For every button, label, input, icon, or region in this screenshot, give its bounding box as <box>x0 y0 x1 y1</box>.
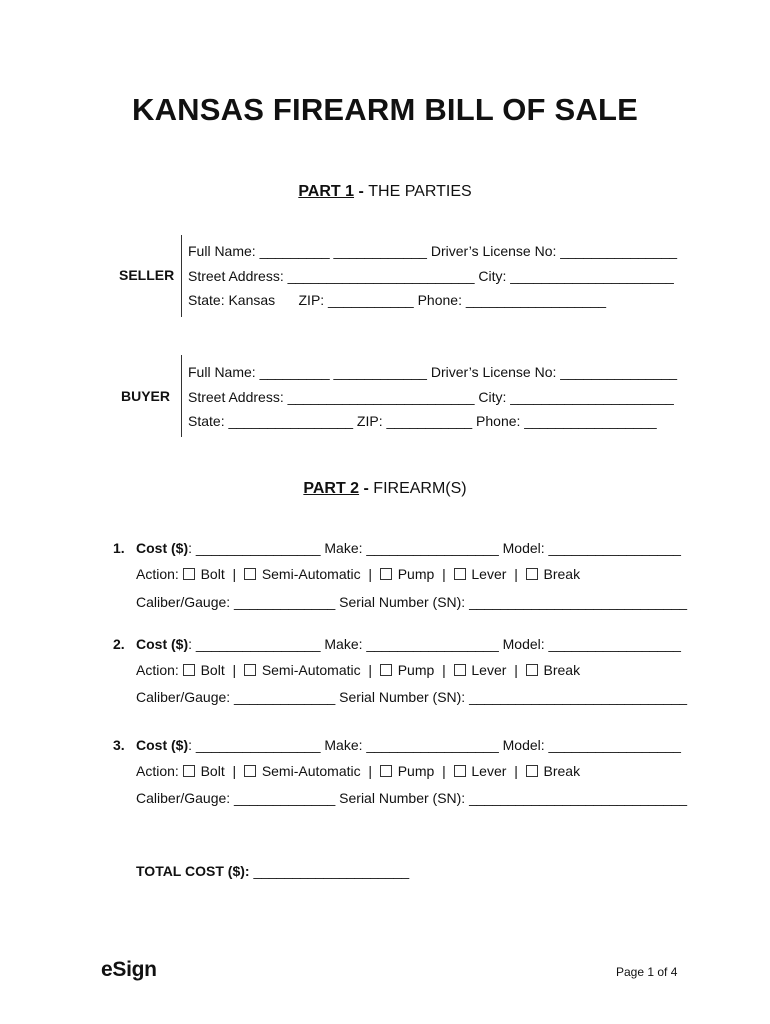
action-option: Break <box>543 662 581 678</box>
part-2-label: PART 2 <box>303 480 360 497</box>
part-2-separator: - <box>359 480 374 497</box>
seller-state-line[interactable]: State: Kansas ZIP: ___________ Phone: __________________ <box>188 292 607 308</box>
firearm-action-line: Action: Bolt | Semi-Automatic | Pump | Lever | Break <box>136 566 581 582</box>
firearm-cost-line[interactable] <box>136 636 681 652</box>
action-option: Pump <box>397 662 435 678</box>
checkbox-icon[interactable] <box>380 568 392 580</box>
firearm-number: 3. <box>113 737 125 753</box>
checkbox-icon[interactable] <box>183 765 195 777</box>
checkbox-icon[interactable] <box>380 765 392 777</box>
action-option: Pump <box>397 763 435 779</box>
action-option: Bolt <box>200 662 225 678</box>
action-option: Bolt <box>200 566 225 582</box>
action-option: Lever <box>471 662 507 678</box>
firearm-cost-line[interactable] <box>136 737 681 753</box>
firearm-number: 2. <box>113 636 125 652</box>
seller-address-line[interactable]: Street Address: ________________________ City: _____________________ <box>188 268 674 284</box>
seller-label: SELLER <box>119 267 175 283</box>
checkbox-icon[interactable] <box>244 664 256 676</box>
checkbox-icon[interactable] <box>526 568 538 580</box>
checkbox-icon[interactable] <box>183 568 195 580</box>
buyer-label: BUYER <box>121 388 171 404</box>
buyer-state-line[interactable]: State: ________________ ZIP: ___________ Phone: _________________ <box>188 413 657 429</box>
action-option: Pump <box>397 566 435 582</box>
action-option: Break <box>543 763 581 779</box>
checkbox-icon[interactable] <box>183 664 195 676</box>
part-1-label: PART 1 <box>298 183 355 200</box>
cost-label: Cost ($) <box>136 737 189 753</box>
part-2-text: FIREARM(S) <box>373 480 467 497</box>
action-option: Bolt <box>200 763 225 779</box>
action-option: Lever <box>471 763 507 779</box>
total-cost-line[interactable] <box>136 863 409 879</box>
checkbox-icon[interactable] <box>454 568 466 580</box>
action-option: Semi-Automatic <box>261 763 361 779</box>
firearm-caliber-line[interactable]: Caliber/Gauge: _____________ Serial Number (SN): ____________________________ <box>136 790 688 806</box>
cost-make-model-blanks: : ________________ Make: _________________ Model: _________________ <box>188 636 681 652</box>
total-cost-blank: ____________________ <box>249 863 410 879</box>
firearm-cost-line[interactable] <box>136 540 681 556</box>
seller-name-line[interactable]: Full Name: _________ ____________ Driver’s License No: _______________ <box>188 243 678 259</box>
checkbox-icon[interactable] <box>526 664 538 676</box>
checkbox-icon[interactable] <box>244 568 256 580</box>
part-1-separator: - <box>354 183 369 200</box>
checkbox-icon[interactable] <box>244 765 256 777</box>
checkbox-icon[interactable] <box>380 664 392 676</box>
buyer-address-line[interactable]: Street Address: ________________________ City: _____________________ <box>188 389 674 405</box>
part-1-text: THE PARTIES <box>368 183 472 200</box>
action-option: Semi-Automatic <box>261 662 361 678</box>
checkbox-icon[interactable] <box>454 765 466 777</box>
firearm-caliber-line[interactable]: Caliber/Gauge: _____________ Serial Number (SN): ____________________________ <box>136 689 688 705</box>
firearm-caliber-line[interactable]: Caliber/Gauge: _____________ Serial Number (SN): ____________________________ <box>136 594 688 610</box>
firearm-action-line: Action: Bolt | Semi-Automatic | Pump | Lever | Break <box>136 662 581 678</box>
action-label: Action: <box>136 763 183 779</box>
action-option: Lever <box>471 566 507 582</box>
cost-label: Cost ($) <box>136 636 189 652</box>
buyer-divider <box>181 355 182 437</box>
action-label: Action: <box>136 566 183 582</box>
esign-logo: eSign <box>101 958 157 981</box>
firearm-number: 1. <box>113 540 125 556</box>
cost-label: Cost ($) <box>136 540 189 556</box>
document-title: KANSAS FIREARM BILL OF SALE <box>131 92 638 127</box>
total-cost-label: TOTAL COST ($): <box>136 863 250 879</box>
checkbox-icon[interactable] <box>526 765 538 777</box>
action-option: Semi-Automatic <box>261 566 361 582</box>
page-number: Page 1 of 4 <box>616 965 678 979</box>
firearm-action-line: Action: Bolt | Semi-Automatic | Pump | Lever | Break <box>136 763 581 779</box>
part-1-heading <box>0 183 770 201</box>
checkbox-icon[interactable] <box>454 664 466 676</box>
action-option: Break <box>543 566 581 582</box>
buyer-name-line[interactable]: Full Name: _________ ____________ Driver’s License No: _______________ <box>188 364 678 380</box>
part-2-heading <box>0 480 770 498</box>
action-label: Action: <box>136 662 183 678</box>
cost-make-model-blanks: : ________________ Make: _________________ Model: _________________ <box>188 737 681 753</box>
seller-divider <box>181 235 182 317</box>
cost-make-model-blanks: : ________________ Make: _________________ Model: _________________ <box>188 540 681 556</box>
